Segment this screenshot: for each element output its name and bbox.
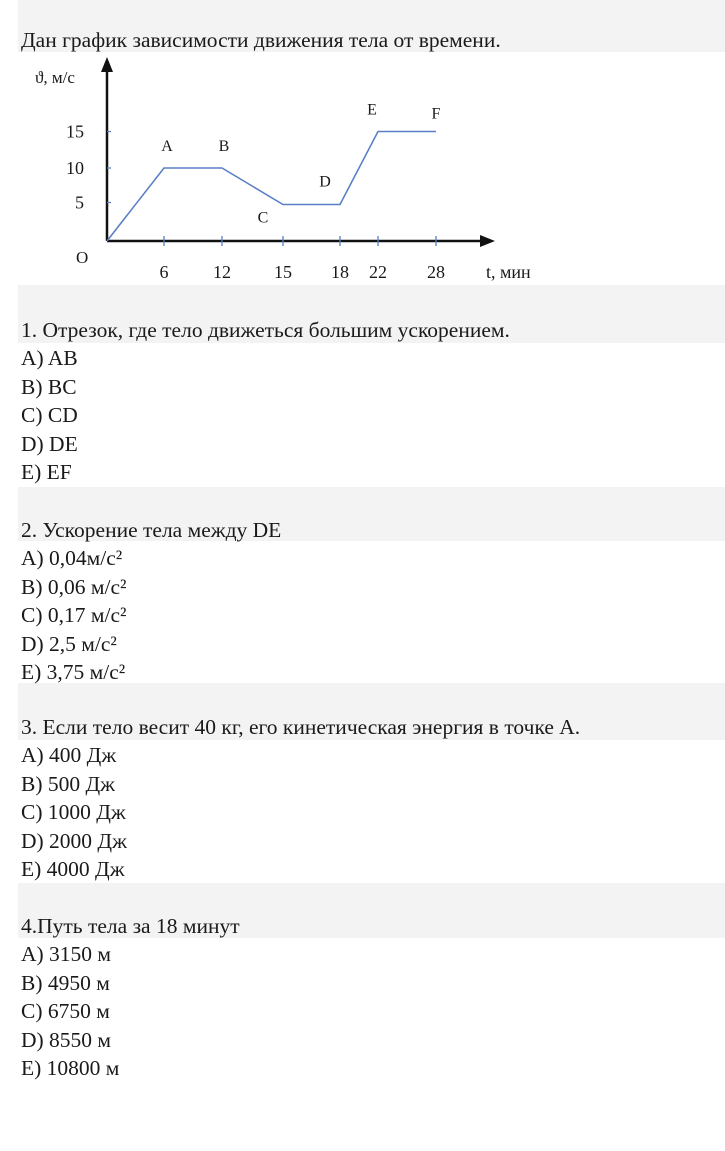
point-label-f: F xyxy=(431,105,441,123)
y-axis-label: ϑ, м/с xyxy=(35,68,75,87)
question-3-option: D) 2000 Дж xyxy=(21,828,127,853)
x-tick-label: 6 xyxy=(159,262,169,282)
origin-label: O xyxy=(76,248,89,267)
velocity-line xyxy=(107,132,436,242)
question-3-option: B) 500 Дж xyxy=(21,771,116,796)
question-3-text: 3. Если тело весит 40 кг, его кинетическая энергия в точке А. xyxy=(21,715,581,739)
point-label-e: E xyxy=(367,101,377,119)
question-4-option: A) 3150 м xyxy=(21,942,112,966)
point-label-c: C xyxy=(257,209,269,227)
question-4-text: 4.Путь тела за 18 минут xyxy=(21,914,240,938)
marks xyxy=(107,102,441,242)
question-4-option: C) 6750 м xyxy=(21,999,110,1024)
question-1-option: B) BC xyxy=(21,374,77,399)
x-axis-label: t, мин xyxy=(486,262,531,282)
y-tick-label: 10 xyxy=(66,158,84,178)
question-1-text: 1. Отрезок, где тело движеться большим ускорением. xyxy=(21,318,510,342)
point-label-b: B xyxy=(218,138,230,155)
x-tick-label: 18 xyxy=(331,262,349,282)
x-axis-arrow-icon xyxy=(480,235,495,247)
question-2-option: C) 0,17 м/с² xyxy=(21,603,127,628)
question-2-option: B) 0,06 м/с² xyxy=(21,574,127,599)
question-4-option: D) 8550 м xyxy=(21,1027,112,1052)
y-axis-arrow-icon xyxy=(101,57,113,72)
question-1-option: E) EF xyxy=(21,460,72,485)
velocity-time-chart xyxy=(0,0,725,300)
y-tick-label: 15 xyxy=(66,121,84,142)
question-2-option: A) 0,04м/с² xyxy=(21,546,123,570)
question-1-option: A) AB xyxy=(21,346,78,370)
intro-text: Дан график зависимости движения тела от времени. xyxy=(21,28,501,52)
question-2-option: E) 3,75 м/с² xyxy=(21,660,126,685)
x-tick-label: 12 xyxy=(213,262,231,282)
question-4-option: B) 4950 м xyxy=(21,970,110,995)
point-label-d: D xyxy=(319,173,331,191)
x-tick-label: 15 xyxy=(274,262,292,282)
question-3-option: E) 4000 Дж xyxy=(21,857,125,882)
y-tick-label: 5 xyxy=(75,192,84,213)
question-1-option: C) CD xyxy=(21,403,78,428)
x-tick-label: 22 xyxy=(369,262,387,282)
question-3-option: A) 400 Дж xyxy=(21,743,117,767)
point-label-a: A xyxy=(161,138,173,155)
question-2-text: 2. Ускорение тела между DE xyxy=(21,518,282,542)
question-4-option: E) 10800 м xyxy=(21,1056,120,1081)
x-tick-label: 28 xyxy=(427,262,445,282)
question-3-option: C) 1000 Дж xyxy=(21,800,126,825)
question-2-option: D) 2,5 м/с² xyxy=(21,631,117,656)
question-1-option: D) DE xyxy=(21,431,78,456)
axes xyxy=(35,57,531,282)
